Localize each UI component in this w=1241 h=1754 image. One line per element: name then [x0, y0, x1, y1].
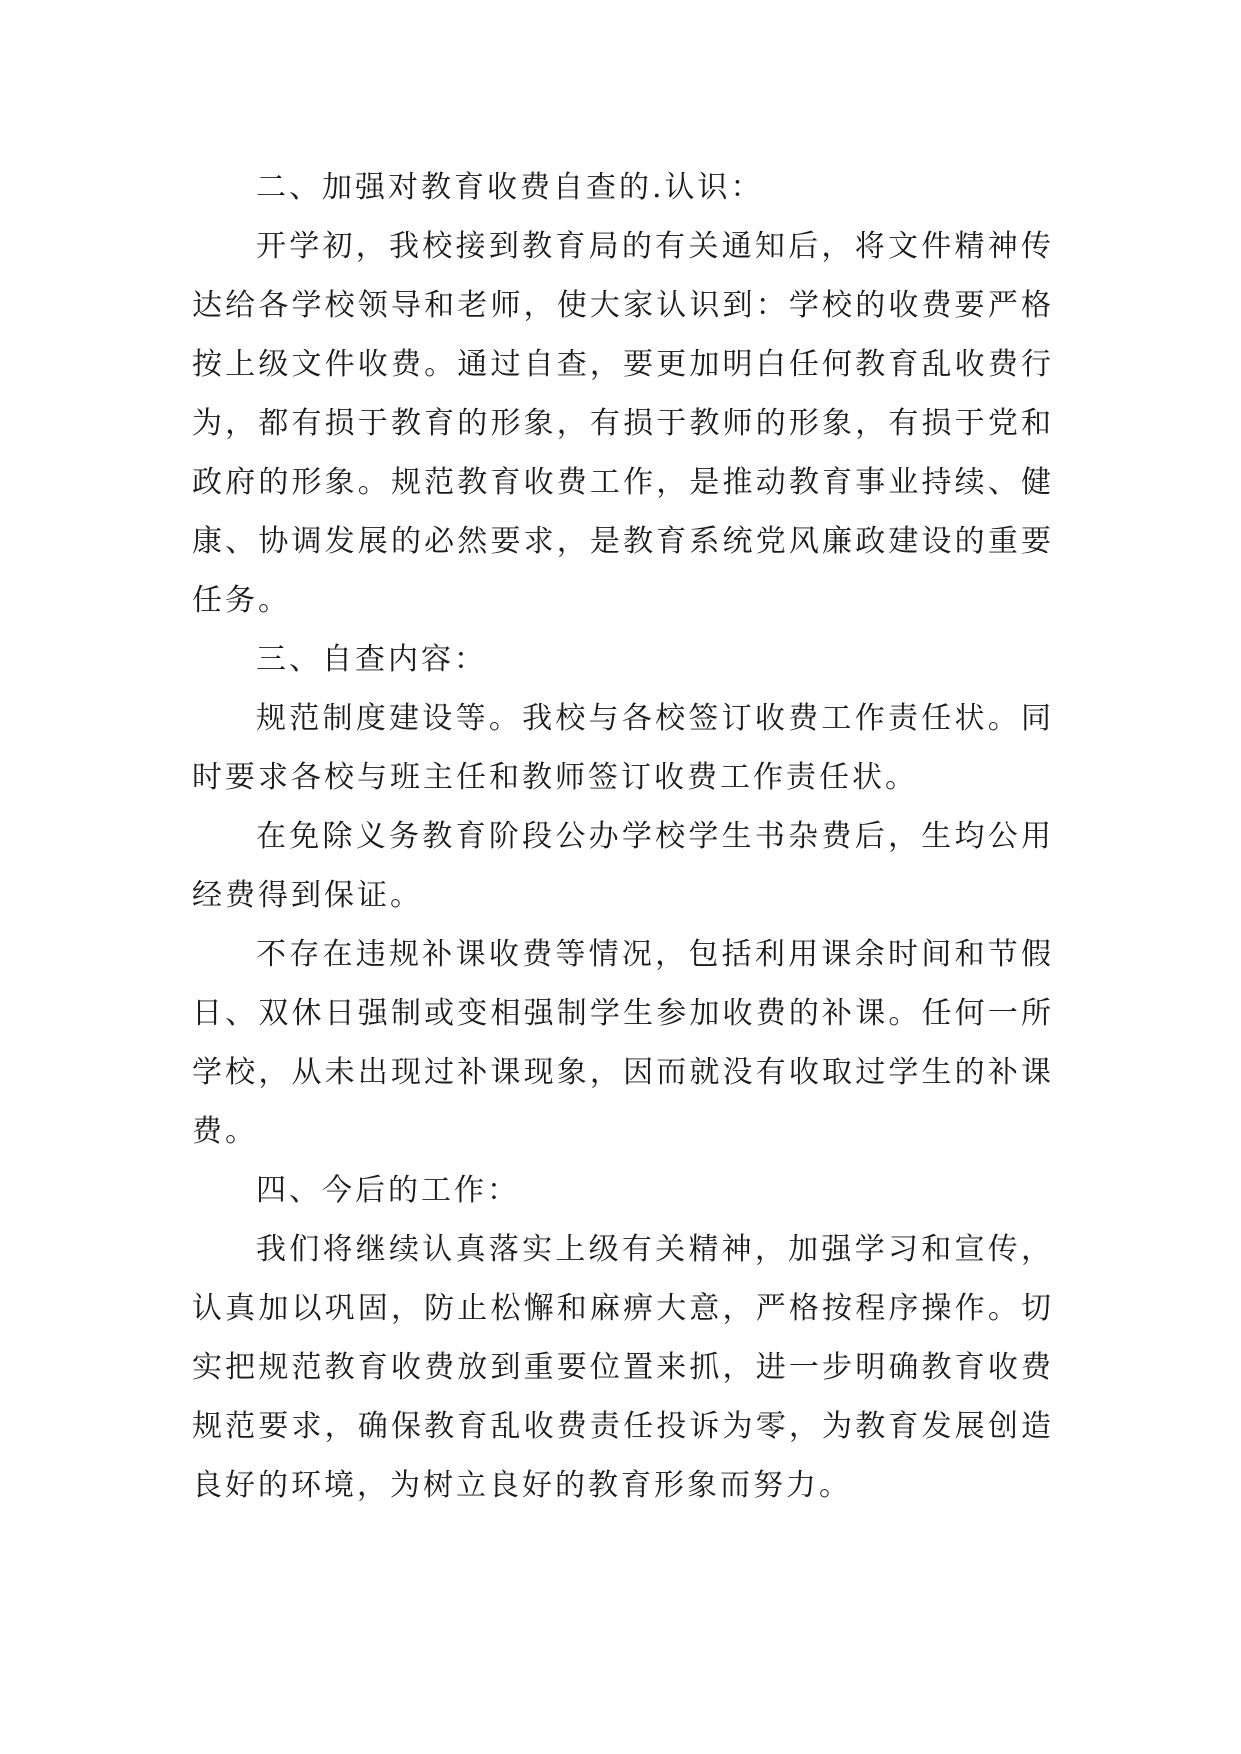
paragraph-funding: 在免除义务教育阶段公办学校学生书杂费后，生均公用经费得到保证。: [192, 819, 1054, 913]
paragraph-awareness: 开学初，我校接到教育局的有关通知后，将文件精神传达给各学校领导和老师，使大家认识到：学校的收费要严格按上级文件收费。通过自查，要更加明白任何教育乱收费行为，都有损于教育的形象，有损于教师的形象，有损于党和政府的形象。规范教育收费工作，是推动教育事业持续、健康、协调发展的必然要求，是教育系统党风廉政建设的重要任务。: [192, 229, 1054, 618]
section-heading-4: 四、今后的工作：: [256, 1173, 520, 1208]
section-heading-2: 二、加强对教育收费自查的.认识：: [256, 170, 764, 205]
paragraph-tutoring: 不存在违规补课收费等情况，包括利用课余时间和节假日、双休日强制或变相强制学生参加收费的补课。任何一所学校，从未出现过补课现象，因而就没有收取过学生的补课费。: [192, 937, 1054, 1149]
paragraph-future-work: 我们将继续认真落实上级有关精神，加强学习和宣传，认真加以巩固，防止松懈和麻痹大意，严格按程序操作。切实把规范教育收费放到重要位置来抓，进一步明确教育收费规范要求，确保教育乱收费责任投诉为零，为教育发展创造良好的环境，为树立良好的教育形象而努力。: [192, 1232, 1054, 1503]
document-body: [192, 158, 1054, 1515]
paragraph-system-building: 规范制度建设等。我校与各校签订收费工作责任状。同时要求各校与班主任和教师签订收费工作责任状。: [192, 701, 1054, 795]
section-heading-3: 三、自查内容：: [256, 642, 487, 677]
